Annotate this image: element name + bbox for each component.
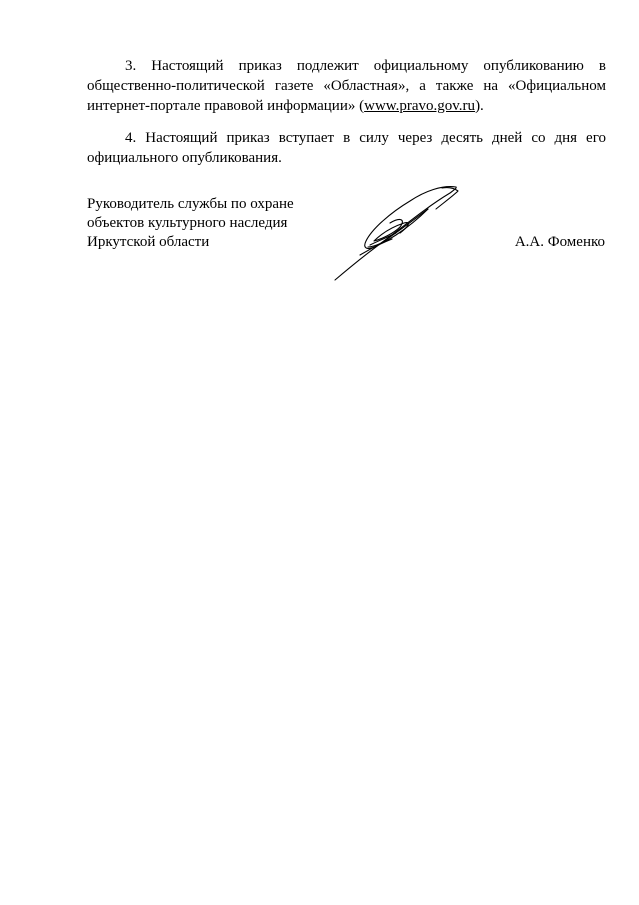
signatory-position-line-1: Руководитель службы по охране [87, 196, 294, 212]
signatory-position-line-3: Иркутской области [87, 234, 210, 250]
paragraph-3-line-3 [87, 96, 606, 116]
paragraph-3 [87, 56, 606, 116]
handwritten-signature [330, 183, 465, 285]
signatory-position [87, 195, 294, 252]
pravo-gov-link[interactable]: www.pravo.gov.ru [364, 98, 476, 114]
paragraph-4-line-1: 4. Настоящий приказ вступает в силу через десять дней со дня его [125, 130, 606, 146]
paragraph-3-line-2: общественно-политической газете «Областная», а также на «Официальном [87, 78, 606, 94]
paragraph-4-line-2: официального опубликования. [87, 150, 282, 166]
paragraph-3-line-3-text: интернет-портале правовой информации» ( [87, 98, 365, 114]
paragraph-3-line-1: 3. Настоящий приказ подлежит официальному опубликованию в [125, 58, 606, 74]
signatory-position-line-2: объектов культурного наследия [87, 215, 288, 231]
paragraph-3-line-3-end: ). [475, 98, 484, 114]
signatory-name: А.А. Фоменко [514, 234, 605, 250]
paragraph-4 [87, 128, 606, 168]
